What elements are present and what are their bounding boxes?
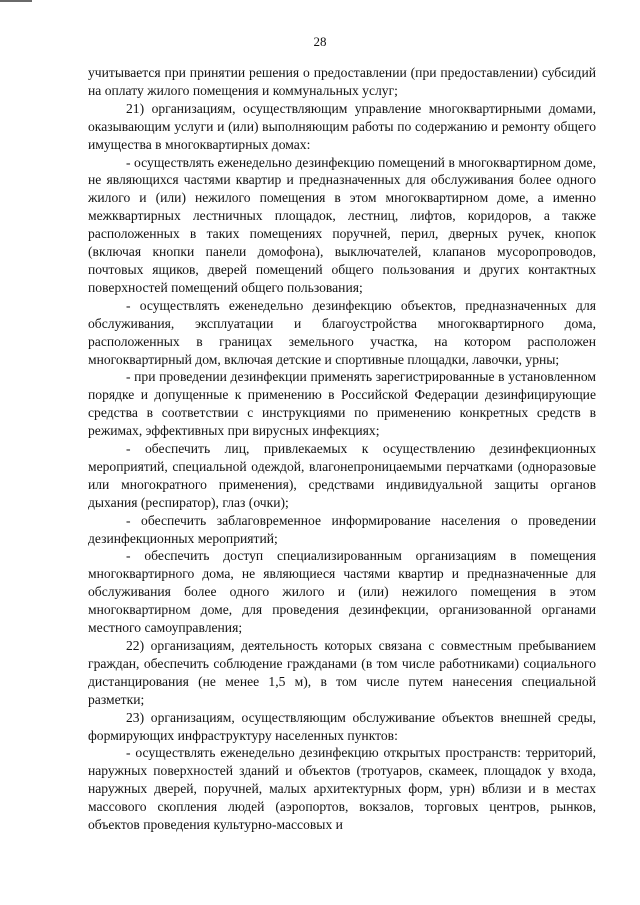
page-number: 28 [313,34,327,49]
paragraph: - при проведении дезинфекции применять зарегистрированные в установленном порядке и допущенные к применению в Российской Федерации дезинфицирующие средства в соответствии с инструкциями по применению конкретных средств в режимах, эффективных при вирусных инфекциях; [88,369,596,439]
paragraph: - обеспечить заблаговременное информирование населения о проведении дезинфекционных мероприятий; [88,512,596,546]
paragraph: учитывается при принятии решения о предоставлении (при предоставлении) субсидий на оплату жилого помещения и коммунальных услуг; [88,65,596,98]
document-body [88,64,596,834]
paragraph: - осуществлять еженедельно дезинфекцию открытых пространств: территорий, наружных поверхностей зданий и объектов (тротуаров, скамеек, площадок у входа, наружных дверей, поручней, малых архитектурных форм, урн) вблизи и в местах массового скопления людей (аэропортов, вокзалов, торговых центров, рынков, объектов проведения культурно-массовых и [88,745,596,833]
paragraph: - обеспечить лиц, привлекаемых к осуществлению дезинфекционных мероприятий, специальной одеждой, влагонепроницаемыми перчатками (одноразовые или многократного применения), средствами индивидуальной защиты органов дыхания (респиратор), глаз (очки); [88,441,596,510]
paragraph: - обеспечить доступ специализированным организациям в помещения многоквартирного дома, не являющиеся частями квартир и предназначенные для обслуживания более одного жилого и (или) нежилого помещения в этом многоквартирном доме, для проведения дезинфекции, организованной органами местного самоуправления; [88,548,596,636]
paragraph: 22) организациям, деятельность которых связана с совместным пребыванием граждан, обеспечить соблюдение гражданами (в том числе работниками) социального дистанцирования (не менее 1,5 м), в том числе путем нанесения специальной разметки; [88,638,596,707]
paragraph: - осуществлять еженедельно дезинфекцию помещений в многоквартирном доме, не являющихся частями квартир и предназначенных для обслуживания более одного жилого и (или) нежилого помещения в этом многоквартирном доме, а именно межквартирных лестничных площадок, лестниц, лифтов, коридоров, а также расположенных в таких помещениях поручней, перил, дверных ручек, кнопок (включая кнопки панели домофона), выключателей, клапанов мусоропроводов, почтовых ящиков, дверей помещений общего пользования и других контактных поверхностей помещений общего пользования; [88,154,596,295]
paragraph: 23) организациям, осуществляющим обслуживание объектов внешней среды, формирующих инфраструктуру населенных пунктов: [88,709,596,743]
scan-corner-mark [0,0,32,2]
paragraph: - осуществлять еженедельно дезинфекцию объектов, предназначенных для обслуживания, эксплуатации и благоустройства многоквартирного дома, расположенных в границах земельного участка, на котором расположен многоквартирный дом, включая детские и спортивные площадки, лавочки, урны; [88,297,596,367]
paragraph: 21) организациям, осуществляющим управление многоквартирными домами, оказывающим услуги и (или) выполняющим работы по содержанию и ремонту общего имущества в многоквартирных домах: [88,100,596,152]
